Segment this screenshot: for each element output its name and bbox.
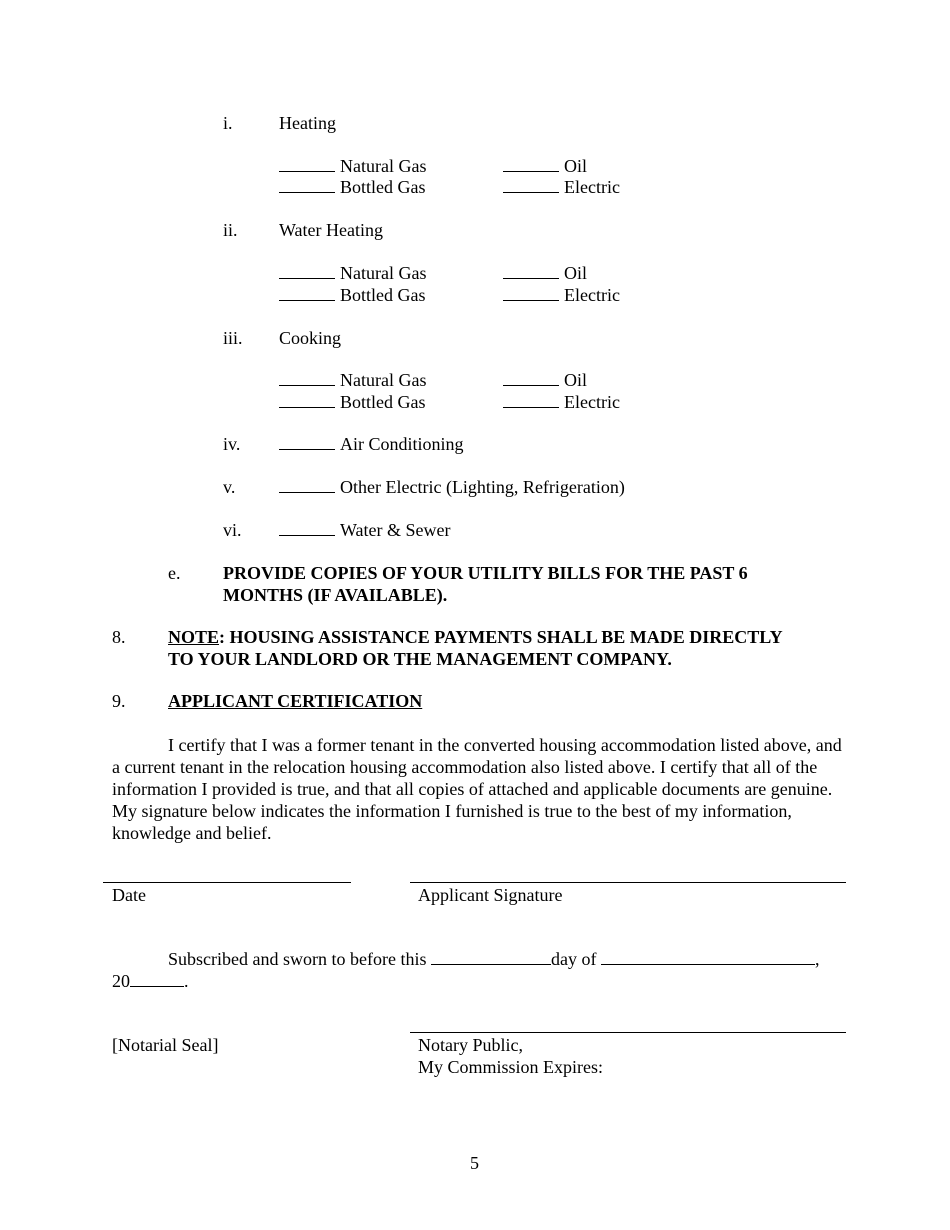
check-blank[interactable] — [503, 263, 559, 279]
day-of-label: day of — [550, 949, 601, 969]
option-row — [279, 176, 426, 198]
option-row — [279, 369, 426, 391]
item-numeral: vi. — [223, 520, 242, 540]
option-label: Air Conditioning — [340, 434, 464, 454]
commission-expires-label: My Commission Expires: — [418, 1057, 604, 1077]
option-row — [279, 284, 426, 306]
check-blank[interactable] — [279, 263, 335, 279]
option-label: Oil — [564, 370, 588, 390]
item-e-line2: MONTHS (IF AVAILABLE). — [223, 585, 448, 605]
utility-numeral: ii. — [223, 220, 238, 240]
check-blank[interactable] — [279, 434, 335, 450]
signature-line[interactable] — [410, 882, 846, 883]
check-blank[interactable] — [503, 370, 559, 386]
option-label: Electric — [564, 177, 620, 197]
sworn-statement — [168, 948, 819, 970]
option-label: Other Electric (Lighting, Refrigeration) — [340, 477, 625, 497]
option-row — [503, 262, 587, 284]
day-blank[interactable] — [431, 949, 551, 965]
option-row — [503, 176, 620, 198]
option-row — [503, 391, 620, 413]
option-label: Oil — [564, 156, 588, 176]
date-label: Date — [112, 885, 146, 905]
option-label: Natural Gas — [340, 370, 427, 390]
page-number: 5 — [470, 1153, 479, 1173]
year-line — [112, 970, 189, 992]
option-row — [503, 155, 587, 177]
option-label: Bottled Gas — [340, 177, 426, 197]
certification-text: I certify that I was a former tenant in the converted housing accommodation listed above, and a current tenant in the relocation housing accommodation also listed above. I certify that all of the information I provided is true, and that all copies of attached and applicable documents are genuine. My signature below indicates the information I furnished is true to the best of my information, knowledge and belief. — [112, 735, 842, 843]
notarial-seal-label: [Notarial Seal] — [112, 1035, 219, 1055]
check-blank[interactable] — [503, 392, 559, 408]
comma: , — [814, 949, 820, 969]
option-label: Bottled Gas — [340, 285, 426, 305]
utility-title: Water Heating — [279, 220, 384, 240]
item-e-line1: PROVIDE COPIES OF YOUR UTILITY BILLS FOR THE PAST 6 — [223, 563, 748, 583]
date-line[interactable] — [103, 882, 351, 883]
check-blank[interactable] — [279, 477, 335, 493]
option-label: Natural Gas — [340, 263, 427, 283]
item-8-line1 — [168, 626, 783, 648]
option-row — [279, 433, 464, 455]
option-label: Bottled Gas — [340, 392, 426, 412]
applicant-signature-label: Applicant Signature — [418, 885, 563, 905]
item-numeral: iv. — [223, 434, 241, 454]
check-blank[interactable] — [279, 285, 335, 301]
option-row — [503, 284, 620, 306]
note-label: NOTE — [168, 627, 220, 647]
period: . — [184, 971, 189, 991]
check-blank[interactable] — [279, 520, 335, 536]
note-text: : HOUSING ASSISTANCE PAYMENTS SHALL BE MADE DIRECTLY — [219, 627, 783, 647]
utility-numeral: i. — [223, 113, 233, 133]
option-label: Electric — [564, 285, 620, 305]
year-prefix: 20 — [112, 971, 130, 991]
item-number: 9. — [112, 691, 126, 711]
option-label: Water & Sewer — [340, 520, 451, 540]
item-number: 8. — [112, 627, 126, 647]
check-blank[interactable] — [503, 177, 559, 193]
option-row — [279, 391, 426, 413]
month-blank[interactable] — [601, 949, 815, 965]
check-blank[interactable] — [279, 177, 335, 193]
notary-public-label: Notary Public, — [418, 1035, 523, 1055]
check-blank[interactable] — [503, 285, 559, 301]
option-row — [279, 519, 451, 541]
option-row — [503, 369, 587, 391]
year-blank[interactable] — [130, 971, 184, 987]
utility-title: Heating — [279, 113, 336, 133]
check-blank[interactable] — [279, 370, 335, 386]
check-blank[interactable] — [279, 156, 335, 172]
item-numeral: v. — [223, 477, 236, 497]
sworn-prefix: Subscribed and sworn to before this — [168, 949, 431, 969]
option-row — [279, 476, 625, 498]
option-label: Natural Gas — [340, 156, 427, 176]
notary-signature-line[interactable] — [410, 1032, 846, 1033]
check-blank[interactable] — [279, 392, 335, 408]
item-8-line2: TO YOUR LANDLORD OR THE MANAGEMENT COMPANY. — [168, 649, 672, 669]
utility-numeral: iii. — [223, 328, 243, 348]
item-letter: e. — [168, 563, 181, 583]
option-label: Oil — [564, 263, 588, 283]
option-row — [279, 262, 426, 284]
section-title: APPLICANT CERTIFICATION — [168, 691, 423, 711]
check-blank[interactable] — [503, 156, 559, 172]
option-label: Electric — [564, 392, 620, 412]
utility-title: Cooking — [279, 328, 342, 348]
option-row — [279, 155, 426, 177]
